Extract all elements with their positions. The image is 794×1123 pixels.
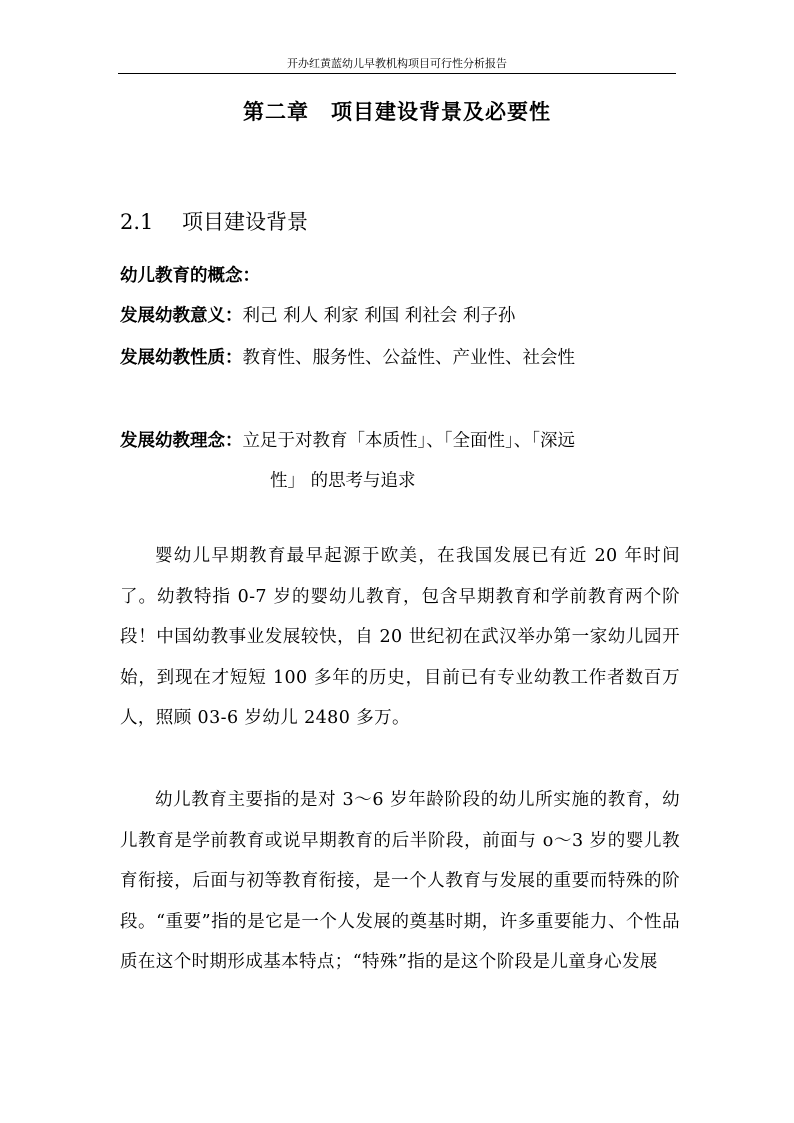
nature-label: 发展幼教性质： [120, 348, 243, 368]
significance-value: 利己 利人 利家 利国 利社会 利子孙 [242, 306, 516, 326]
concept-label: 幼儿教育的概念： [120, 266, 260, 286]
significance-label: 发展幼教意义： [120, 306, 243, 326]
header-rule [118, 73, 676, 74]
body-paragraph-1: 婴幼儿早期教育最早起源于欧美，在我国发展已有近 20 年时间了。幼教特指 0-7 岁的婴幼儿教育，包含早期教育和学前教育两个阶段！中国幼教事业发展较快，自 20 世纪初在武汉举办第一家幼儿园开始，到现在才短短 100 多年的历史，目前已有专业幼教工作者数百万人，照顾 03-6 岁幼儿 2480 多万。 [120, 546, 680, 729]
section-title: 项目建设背景 [182, 210, 308, 234]
running-header: 开办红黄蓝幼儿早教机构项目可行性分析报告 [287, 57, 507, 70]
chapter-title: 第二章 项目建设背景及必要性 [243, 100, 551, 124]
section-heading [120, 207, 680, 237]
philosophy-value-line2: 性」 的思考与追求 [270, 471, 416, 491]
section-number: 2.1 [120, 210, 154, 234]
body-paragraph-2: 幼儿教育主要指的是对 3～6 岁年龄阶段的幼儿所实施的教育，幼儿教育是学前教育或说早期教育的后半阶段，前面与 o～3 岁的婴儿教育衔接，后面与初等教育衔接，是一个人教育与发展的重要而特殊的阶段。“重要”指的是它是一个人发展的奠基时期，许多重要能力、个性品质在这个时期形成基本特点；“特殊”指的是这个阶段是儿童身心发展 [120, 790, 680, 973]
concept-line [120, 262, 680, 290]
philosophy-label: 发展幼教理念： [120, 431, 243, 451]
philosophy-continuation [270, 467, 680, 495]
philosophy-value-line1: 立足于对教育「本质性」、「全面性」、「深远 [242, 431, 575, 451]
nature-value: 教育性、服务性、公益性、产业性、社会性 [242, 348, 575, 368]
nature-line [120, 344, 680, 372]
philosophy-line [120, 427, 680, 455]
significance-line [120, 302, 680, 330]
